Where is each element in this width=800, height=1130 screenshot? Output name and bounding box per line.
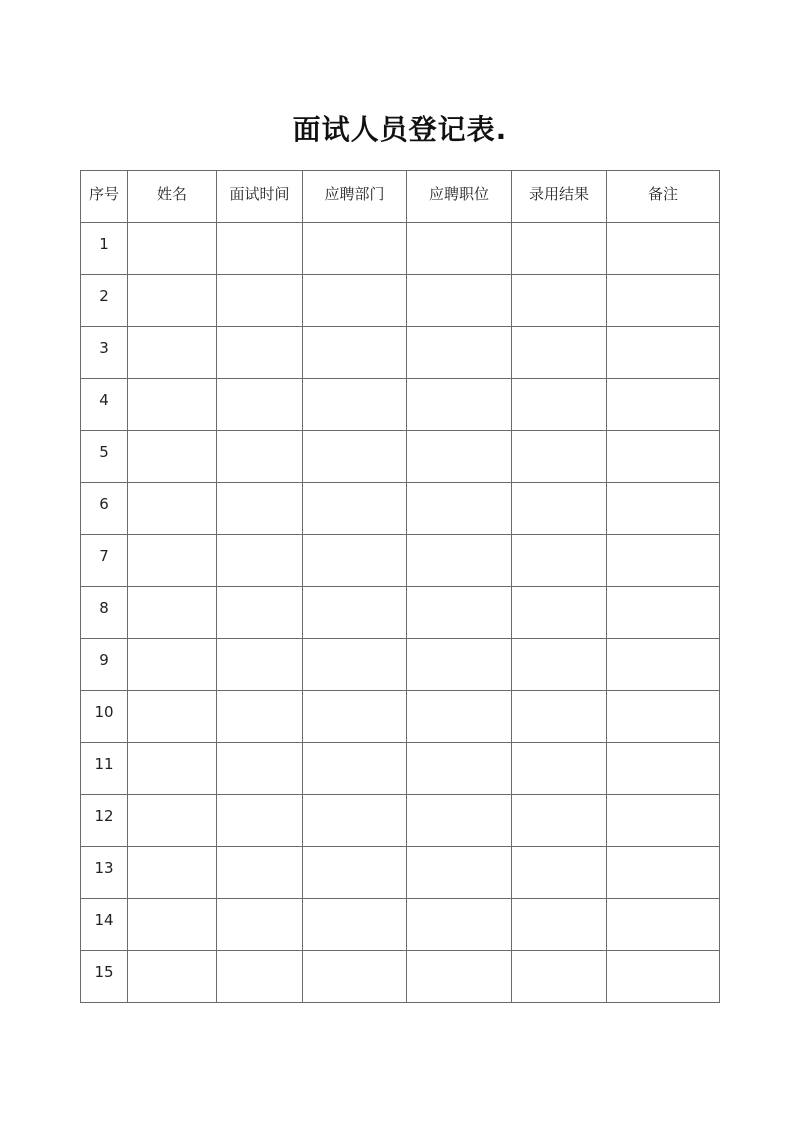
- hiring-result-cell[interactable]: [512, 431, 607, 483]
- notes-cell[interactable]: [607, 379, 720, 431]
- page-title: 面试人员登记表.: [292, 113, 508, 146]
- hiring-result-cell[interactable]: [512, 795, 607, 847]
- name-cell[interactable]: [128, 743, 217, 795]
- seq-cell: 4: [81, 379, 128, 431]
- seq-cell: 2: [81, 275, 128, 327]
- position-cell[interactable]: [407, 587, 512, 639]
- name-cell[interactable]: [128, 483, 217, 535]
- position-cell[interactable]: [407, 691, 512, 743]
- position-cell[interactable]: [407, 795, 512, 847]
- seq-cell: 14: [81, 899, 128, 951]
- table-row: [81, 847, 720, 899]
- seq-cell: 12: [81, 795, 128, 847]
- table-row: [81, 275, 720, 327]
- department-cell[interactable]: [303, 587, 407, 639]
- position-cell[interactable]: [407, 483, 512, 535]
- notes-cell[interactable]: [607, 691, 720, 743]
- interview-time-cell[interactable]: [217, 587, 303, 639]
- name-cell[interactable]: [128, 951, 217, 1003]
- notes-cell[interactable]: [607, 535, 720, 587]
- table-row: [81, 587, 720, 639]
- hiring-result-cell[interactable]: [512, 691, 607, 743]
- header-name: 姓名: [128, 171, 217, 223]
- notes-cell[interactable]: [607, 847, 720, 899]
- department-cell[interactable]: [303, 483, 407, 535]
- department-cell[interactable]: [303, 847, 407, 899]
- seq-cell: 6: [81, 483, 128, 535]
- name-cell[interactable]: [128, 691, 217, 743]
- table-row: [81, 223, 720, 275]
- department-cell[interactable]: [303, 223, 407, 275]
- hiring-result-cell[interactable]: [512, 483, 607, 535]
- position-cell[interactable]: [407, 743, 512, 795]
- seq-cell: 7: [81, 535, 128, 587]
- interview-time-cell[interactable]: [217, 951, 303, 1003]
- interview-time-cell[interactable]: [217, 795, 303, 847]
- interview-time-cell[interactable]: [217, 379, 303, 431]
- department-cell[interactable]: [303, 795, 407, 847]
- header-hiring-result: 录用结果: [512, 171, 607, 223]
- header-notes: 备注: [607, 171, 720, 223]
- notes-cell[interactable]: [607, 951, 720, 1003]
- hiring-result-cell[interactable]: [512, 951, 607, 1003]
- department-cell[interactable]: [303, 691, 407, 743]
- seq-cell: 15: [81, 951, 128, 1003]
- name-cell[interactable]: [128, 223, 217, 275]
- hiring-result-cell[interactable]: [512, 847, 607, 899]
- name-cell[interactable]: [128, 327, 217, 379]
- hiring-result-cell[interactable]: [512, 743, 607, 795]
- hiring-result-cell[interactable]: [512, 639, 607, 691]
- notes-cell[interactable]: [607, 899, 720, 951]
- hiring-result-cell[interactable]: [512, 899, 607, 951]
- hiring-result-cell[interactable]: [512, 327, 607, 379]
- table-row: [81, 327, 720, 379]
- table-row: [81, 431, 720, 483]
- interview-time-cell[interactable]: [217, 535, 303, 587]
- table-row: [81, 483, 720, 535]
- table-row: [81, 379, 720, 431]
- interview-time-cell[interactable]: [217, 743, 303, 795]
- seq-cell: 8: [81, 587, 128, 639]
- position-cell[interactable]: [407, 327, 512, 379]
- hiring-result-cell[interactable]: [512, 275, 607, 327]
- table-row: [81, 639, 720, 691]
- position-cell[interactable]: [407, 379, 512, 431]
- interview-time-cell[interactable]: [217, 275, 303, 327]
- interview-time-cell[interactable]: [217, 847, 303, 899]
- position-cell[interactable]: [407, 847, 512, 899]
- registration-table: [80, 170, 720, 1003]
- seq-cell: 5: [81, 431, 128, 483]
- department-cell[interactable]: [303, 743, 407, 795]
- table-row: [81, 899, 720, 951]
- notes-cell[interactable]: [607, 587, 720, 639]
- position-cell[interactable]: [407, 951, 512, 1003]
- hiring-result-cell[interactable]: [512, 223, 607, 275]
- interview-time-cell[interactable]: [217, 899, 303, 951]
- seq-cell: 3: [81, 327, 128, 379]
- seq-cell: 1: [81, 223, 128, 275]
- department-cell[interactable]: [303, 379, 407, 431]
- department-cell[interactable]: [303, 639, 407, 691]
- position-cell[interactable]: [407, 431, 512, 483]
- position-cell[interactable]: [407, 639, 512, 691]
- table-row: [81, 535, 720, 587]
- table-header-row: [81, 171, 720, 223]
- interview-time-cell[interactable]: [217, 327, 303, 379]
- seq-cell: 9: [81, 639, 128, 691]
- notes-cell[interactable]: [607, 431, 720, 483]
- interview-time-cell[interactable]: [217, 691, 303, 743]
- position-cell[interactable]: [407, 275, 512, 327]
- seq-cell: 13: [81, 847, 128, 899]
- name-cell[interactable]: [128, 431, 217, 483]
- table-body: [81, 223, 720, 1003]
- name-cell[interactable]: [128, 275, 217, 327]
- name-cell[interactable]: [128, 587, 217, 639]
- name-cell[interactable]: [128, 639, 217, 691]
- interview-time-cell[interactable]: [217, 223, 303, 275]
- header-seq: 序号: [81, 171, 128, 223]
- hiring-result-cell[interactable]: [512, 379, 607, 431]
- name-cell[interactable]: [128, 847, 217, 899]
- department-cell[interactable]: [303, 535, 407, 587]
- department-cell[interactable]: [303, 431, 407, 483]
- seq-cell: 11: [81, 743, 128, 795]
- notes-cell[interactable]: [607, 327, 720, 379]
- notes-cell[interactable]: [607, 275, 720, 327]
- name-cell[interactable]: [128, 535, 217, 587]
- position-cell[interactable]: [407, 223, 512, 275]
- interview-time-cell[interactable]: [217, 483, 303, 535]
- interview-time-cell[interactable]: [217, 639, 303, 691]
- department-cell[interactable]: [303, 275, 407, 327]
- notes-cell[interactable]: [607, 639, 720, 691]
- header-position: 应聘职位: [407, 171, 512, 223]
- notes-cell[interactable]: [607, 795, 720, 847]
- notes-cell[interactable]: [607, 483, 720, 535]
- position-cell[interactable]: [407, 535, 512, 587]
- interview-time-cell[interactable]: [217, 431, 303, 483]
- department-cell[interactable]: [303, 899, 407, 951]
- seq-cell: 10: [81, 691, 128, 743]
- table-row: [81, 795, 720, 847]
- table-row: [81, 743, 720, 795]
- notes-cell[interactable]: [607, 223, 720, 275]
- table-row: [81, 691, 720, 743]
- header-interview-time: 面试时间: [217, 171, 303, 223]
- hiring-result-cell[interactable]: [512, 587, 607, 639]
- name-cell[interactable]: [128, 795, 217, 847]
- position-cell[interactable]: [407, 899, 512, 951]
- name-cell[interactable]: [128, 379, 217, 431]
- hiring-result-cell[interactable]: [512, 535, 607, 587]
- department-cell[interactable]: [303, 951, 407, 1003]
- notes-cell[interactable]: [607, 743, 720, 795]
- table-row: [81, 951, 720, 1003]
- name-cell[interactable]: [128, 899, 217, 951]
- header-department: 应聘部门: [303, 171, 407, 223]
- department-cell[interactable]: [303, 327, 407, 379]
